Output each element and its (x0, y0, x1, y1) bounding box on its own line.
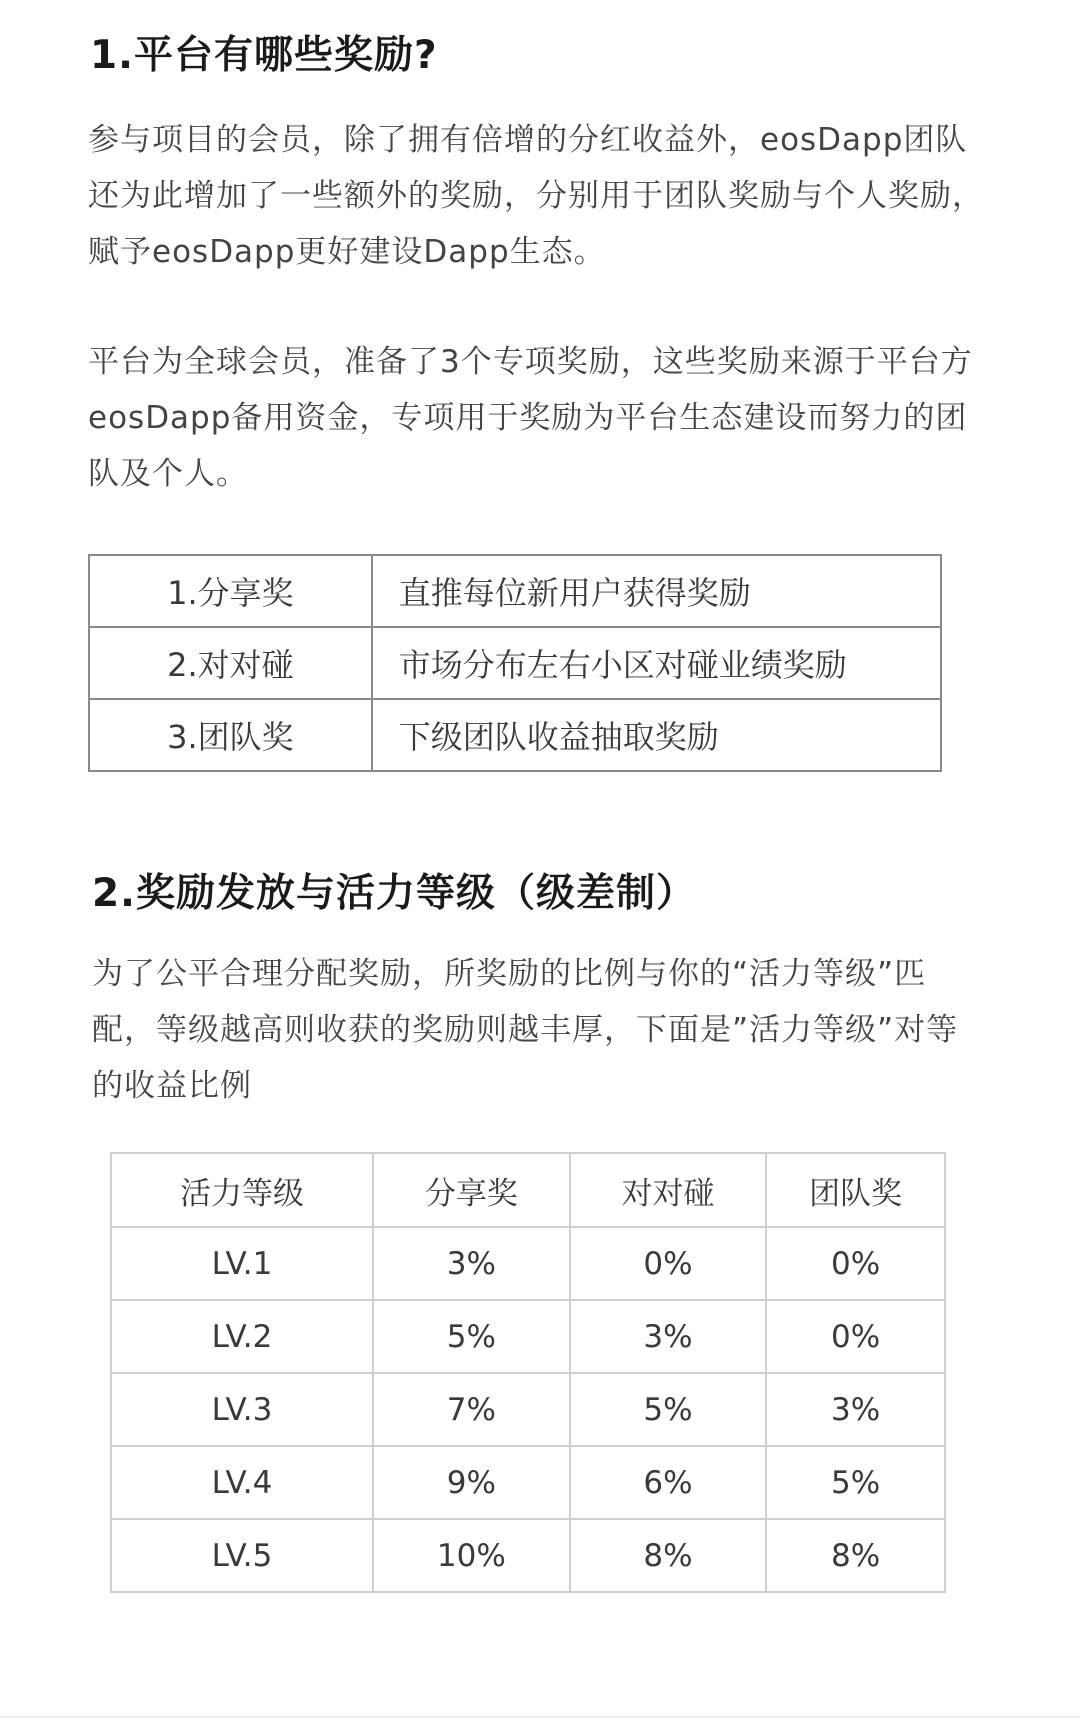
pair-reward-cell: 6% (570, 1446, 767, 1519)
section2-title: 2.奖励发放与活力等级（级差制） (92, 871, 696, 916)
table-row (111, 1227, 945, 1300)
table-row (111, 1446, 945, 1519)
team-reward-cell: 5% (766, 1446, 945, 1519)
team-reward-cell: 0% (766, 1300, 945, 1373)
reward-description: 直推每位新用户获得奖励 (372, 555, 941, 627)
team-reward-cell: 8% (766, 1519, 945, 1592)
table-row (111, 1300, 945, 1373)
share-reward-cell: 9% (373, 1446, 570, 1519)
pair-reward-cell: 0% (570, 1227, 767, 1300)
column-header-team-reward: 团队奖 (766, 1153, 945, 1227)
table-row (89, 699, 941, 771)
share-reward-cell: 7% (373, 1373, 570, 1446)
team-reward-cell: 3% (766, 1373, 945, 1446)
reward-name: 3.团队奖 (89, 699, 372, 771)
section1-paragraph-1: 参与项目的会员，除了拥有倍增的分红收益外，eosDapp团队还为此增加了一些额外的奖励，分别用于团队奖励与个人奖励，赋予eosDapp更好建设Dapp生态。 (88, 122, 984, 270)
pair-reward-cell: 5% (570, 1373, 767, 1446)
reward-description: 市场分布左右小区对碰业绩奖励 (372, 627, 941, 699)
pair-reward-cell: 8% (570, 1519, 767, 1592)
page-divider (0, 1716, 1080, 1718)
section1-paragraph-2: 平台为全球会员，准备了3个专项奖励，这些奖励来源于平台方eosDapp备用资金，专项用于奖励为平台生态建设而努力的团队及个人。 (88, 344, 973, 492)
pair-reward-cell: 3% (570, 1300, 767, 1373)
table-header-row (111, 1153, 945, 1227)
team-reward-cell: 0% (766, 1227, 945, 1300)
column-header-pair-reward: 对对碰 (570, 1153, 767, 1227)
table-row (89, 555, 941, 627)
rewards-table (88, 554, 942, 772)
reward-name: 2.对对碰 (89, 627, 372, 699)
activity-level-table (110, 1152, 946, 1593)
level-cell: LV.5 (111, 1519, 373, 1592)
share-reward-cell: 10% (373, 1519, 570, 1592)
level-cell: LV.1 (111, 1227, 373, 1300)
table-row (89, 627, 941, 699)
reward-name: 1.分享奖 (89, 555, 372, 627)
table-row (111, 1373, 945, 1446)
level-cell: LV.2 (111, 1300, 373, 1373)
column-header-level: 活力等级 (111, 1153, 373, 1227)
level-cell: LV.4 (111, 1446, 373, 1519)
share-reward-cell: 5% (373, 1300, 570, 1373)
share-reward-cell: 3% (373, 1227, 570, 1300)
table-row (111, 1519, 945, 1592)
section1-title: 1.平台有哪些奖励? (90, 33, 438, 78)
column-header-share-reward: 分享奖 (373, 1153, 570, 1227)
reward-description: 下级团队收益抽取奖励 (372, 699, 941, 771)
section2-paragraph: 为了公平合理分配奖励，所奖励的比例与你的“活力等级”匹配，等级越高则收获的奖励则越丰厚，下面是”活力等级”对等的收益比例 (92, 956, 959, 1104)
level-cell: LV.3 (111, 1373, 373, 1446)
